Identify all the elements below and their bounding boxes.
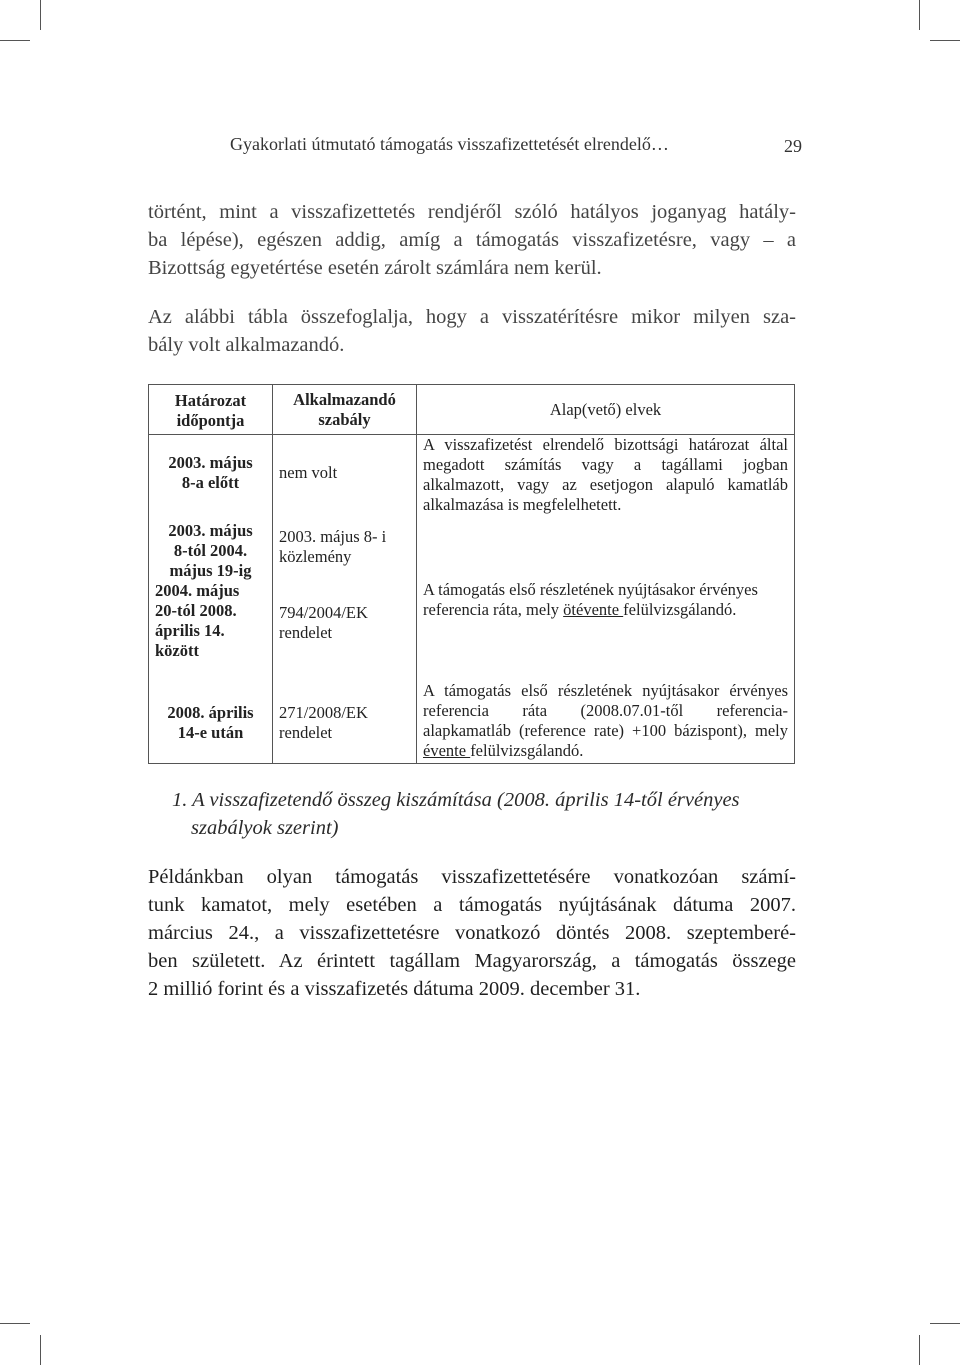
period-text: 14-e után <box>177 722 244 742</box>
text-line: bály volt alkalmazandó. <box>148 334 345 356</box>
basis-cell <box>417 681 795 764</box>
basis-text-part: felülvizsgálandó. <box>470 740 584 760</box>
rule-cell <box>273 519 417 581</box>
text-line: Az alábbi tábla összefoglalja, hogy a visszatérítésre mikor milyen sza- <box>148 306 796 328</box>
section-number: 1. <box>172 789 188 811</box>
rule-cell <box>273 435 417 519</box>
basis-text-part: A támogatás első részletének nyújtásakor érvényes referencia ráta, mely <box>423 579 758 619</box>
rule-text: rendelet <box>279 722 333 742</box>
period-cell <box>149 519 273 581</box>
basis-text-part: A támogatás első részletének nyújtásakor érvényes referencia ráta (2008.07.01-től referencia-alapkamatláb (reference rate) +100 bázispont), mely <box>423 680 788 740</box>
text-line: Példánkban olyan támogatás visszafizettetésére vonatkozóan számí- <box>148 866 796 888</box>
text-line: ben született. Az érintett tagállam Magyarország, a támogatás összege <box>148 950 796 972</box>
period-text: 2004. május <box>155 580 240 600</box>
basis-text-underlined: évente <box>423 740 471 760</box>
text-line: március 24., a visszafizettetésre vonatkozó döntés 2008. szeptemberé- <box>148 922 796 944</box>
header-text: időpontja <box>176 411 245 430</box>
table-row <box>149 519 795 581</box>
period-text: április 14. <box>155 620 225 640</box>
table-header-row <box>149 385 795 435</box>
crop-mark <box>919 1335 920 1365</box>
crop-mark <box>0 1323 30 1324</box>
running-title: Gyakorlati útmutató támogatás visszafizettetését elrendelő… <box>230 134 669 154</box>
text-line: tunk kamatot, mely esetében a támogatás nyújtásának dátuma 2007. <box>148 894 796 916</box>
basis-text-underlined: ötévente <box>563 599 624 619</box>
basis-text: A visszafizetést elrendelő bizottsági határozat által megadott számítás vagy a tagállami jogban alkalmazott, vagy az esetjogon alapuló kamatláb alkalmazása is megfelelhetett. <box>423 435 788 514</box>
header-text: szabály <box>318 410 371 429</box>
header-text: Határozat <box>174 391 247 410</box>
basis-text <box>417 681 794 761</box>
rule-text: rendelet <box>279 622 333 642</box>
crop-mark <box>930 1323 960 1324</box>
table-row <box>149 681 795 764</box>
text-line: Bizottság egyetértése esetén zárolt számlára nem kerül. <box>148 257 602 279</box>
rule-cell <box>273 681 417 764</box>
header-cell-rule <box>273 385 417 435</box>
crop-mark <box>40 0 41 30</box>
rule-text: 271/2008/EK <box>279 702 368 722</box>
rule-cell <box>273 581 417 681</box>
header-text: Alkalmazandó <box>293 390 396 409</box>
period-text: 8-tól 2004. <box>173 540 248 560</box>
basis-cell <box>417 519 795 681</box>
period-text: 2003. május <box>168 453 253 472</box>
page-number: 29 <box>784 136 802 156</box>
crop-mark <box>919 0 920 30</box>
basis-text-part: felülvizsgálandó. <box>623 599 737 619</box>
period-text: 20-tól 2008. <box>155 600 237 620</box>
running-header <box>230 134 802 160</box>
section-title-line: A visszafizetendő összeg kiszámítása (2008. április 14-től érvényes <box>192 789 740 811</box>
period-text: 2003. május <box>168 520 253 540</box>
header-text: Alap(vető) elvek <box>549 399 662 419</box>
rule-text: nem volt <box>279 463 338 482</box>
header-cell-basis <box>417 385 795 435</box>
period-text: 2008. április <box>167 702 254 722</box>
crop-mark <box>40 1335 41 1365</box>
period-cell <box>149 581 273 681</box>
paragraph-table-intro <box>148 303 796 359</box>
period-text: május 19-ig <box>169 560 252 580</box>
period-cell <box>149 681 273 764</box>
period-text: között <box>155 640 199 660</box>
basis-cell <box>417 435 795 519</box>
period-cell <box>149 435 273 519</box>
paragraph-example <box>148 863 796 1003</box>
header-cell-period <box>149 385 273 435</box>
table-row <box>149 435 795 519</box>
section-heading <box>172 786 812 842</box>
rule-text: 2003. május 8- i <box>279 526 387 546</box>
text-line: ba lépése), egészen addig, amíg a támogatás visszafizetésre, vagy – a <box>148 229 796 251</box>
rule-text: közlemény <box>279 546 352 566</box>
period-text: 8-a előtt <box>181 473 240 492</box>
text-line: történt, mint a visszafizettetés rendjéről szóló hatályos joganyag hatály- <box>148 201 796 223</box>
crop-mark <box>930 40 960 41</box>
crop-mark <box>0 40 30 41</box>
text-line: 2 millió forint és a visszafizetés dátuma 2009. december 31. <box>148 978 641 1000</box>
paragraph-intro <box>148 198 796 282</box>
basis-text <box>417 580 794 620</box>
rule-text: 794/2004/EK <box>279 602 368 622</box>
rules-table <box>148 384 795 764</box>
section-title-line: szabályok szerint) <box>191 817 339 839</box>
